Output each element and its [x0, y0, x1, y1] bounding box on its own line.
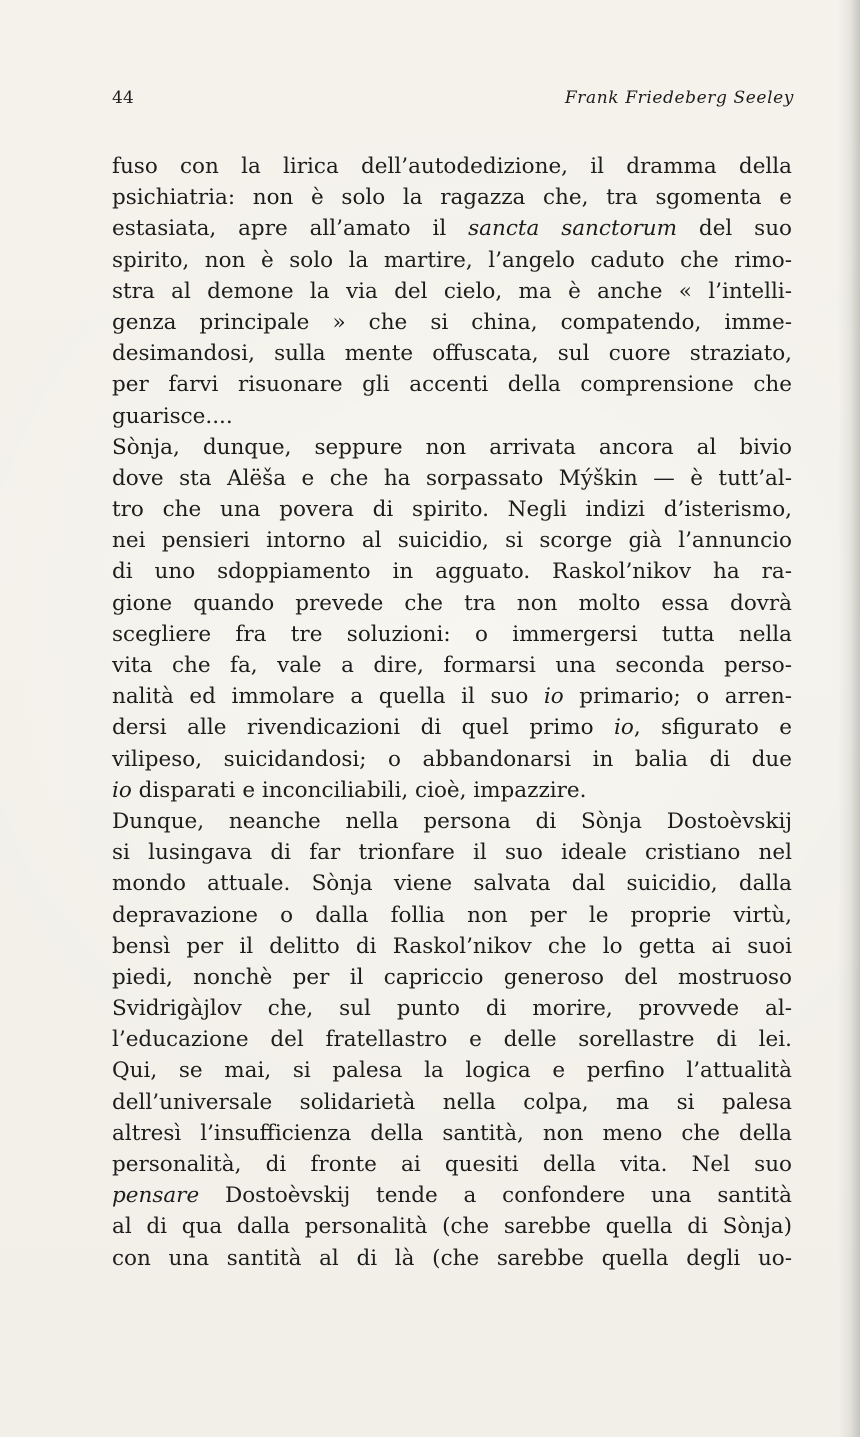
text-line: nei pensieri intorno al suicidio, si scorge già l’annuncio: [112, 528, 792, 554]
text-line: estasiata, apre all’amato il sancta sanctorum del suo: [112, 216, 793, 242]
text-line: piedi, nonchè per il capriccio generoso del mostruoso: [112, 964, 792, 990]
text-line: io disparati e inconciliabili, cioè, impazzire.: [112, 777, 587, 803]
text-line: guarisce....: [112, 403, 233, 429]
text-line: di uno sdoppiamento in agguato. Raskol’nikov ha ra-: [112, 559, 792, 585]
text-line: Svidrigàjlov che, sul punto di morire, provvede al-: [112, 996, 792, 1022]
text-line: genza principale » che si china, compatendo, imme-: [112, 309, 792, 335]
text-line: fuso con la lirica dell’autodedizione, il dramma della: [112, 154, 792, 179]
text-line: depravazione o dalla follia non per le proprie virtù,: [112, 902, 792, 928]
text-line: stra al demone la via del cielo, ma è anche « l’intelli-: [112, 278, 792, 304]
running-head: Frank Friedeberg Seeley: [564, 88, 794, 108]
text-line: scegliere fra tre soluzioni: o immergersi tutta nella: [112, 621, 792, 647]
text-line: altresì l’insufficienza della santità, non meno che della: [112, 1120, 792, 1146]
text-line: al di qua dalla personalità (che sarebbe quella di Sònja): [112, 1214, 792, 1240]
text-line: Dunque, neanche nella persona di Sònja Dostoèvskij: [112, 808, 792, 834]
text-line: spirito, non è solo la martire, l’angelo caduto che rimo-: [112, 247, 792, 273]
page-header: [112, 88, 794, 114]
text-line: Qui, se mai, si palesa la logica e perfino l’attualità: [112, 1058, 792, 1084]
text-line: dell’universale solidarietà nella colpa, ma si palesa: [112, 1089, 792, 1115]
page-edge-shadow: [838, 0, 860, 1437]
text-line: desimandosi, sulla mente offuscata, sul cuore straziato,: [112, 341, 792, 367]
text-line: si lusingava di far trionfare il suo ideale cristiano nel: [112, 840, 792, 866]
text-line: vita che fa, vale a dire, formarsi una seconda perso-: [112, 653, 792, 678]
text-line: l’educazione del fratellastro e delle sorellastre di lei.: [112, 1027, 792, 1053]
page-number: 44: [112, 88, 135, 108]
text-line: nalità ed immolare a quella il suo io primario; o arren-: [112, 684, 792, 710]
text-line: mondo attuale. Sònja viene salvata dal suicidio, dalla: [112, 871, 792, 897]
text-line: con una santità al di là (che sarebbe quella degli uo-: [112, 1245, 792, 1271]
text-line: Sònja, dunque, seppure non arrivata ancora al bivio: [112, 434, 792, 460]
text-line: psichiatria: non è solo la ragazza che, tra sgomenta e: [112, 185, 792, 211]
text-line: pensare Dostoèvskij tende a confondere una santità: [112, 1183, 792, 1209]
text-line: personalità, di fronte ai quesiti della vita. Nel suo: [112, 1152, 792, 1177]
body-text: [112, 151, 792, 1274]
text-line: dersi alle rivendicazioni di quel primo io, sfigurato e: [112, 715, 793, 741]
text-line: dove sta Alëša e che ha sorpassato Mýškin — è tutt’al-: [112, 465, 792, 491]
text-line: bensì per il delitto di Raskol’nikov che lo getta ai suoi: [112, 933, 792, 959]
text-line: per farvi risuonare gli accenti della comprensione che: [112, 372, 792, 398]
text-line: tro che una povera di spirito. Negli indizi d’isterismo,: [112, 497, 792, 523]
text-line: vilipeso, suicidandosi; o abbandonarsi in balia di due: [112, 746, 792, 772]
text-line: gione quando prevede che tra non molto essa dovrà: [112, 590, 792, 616]
